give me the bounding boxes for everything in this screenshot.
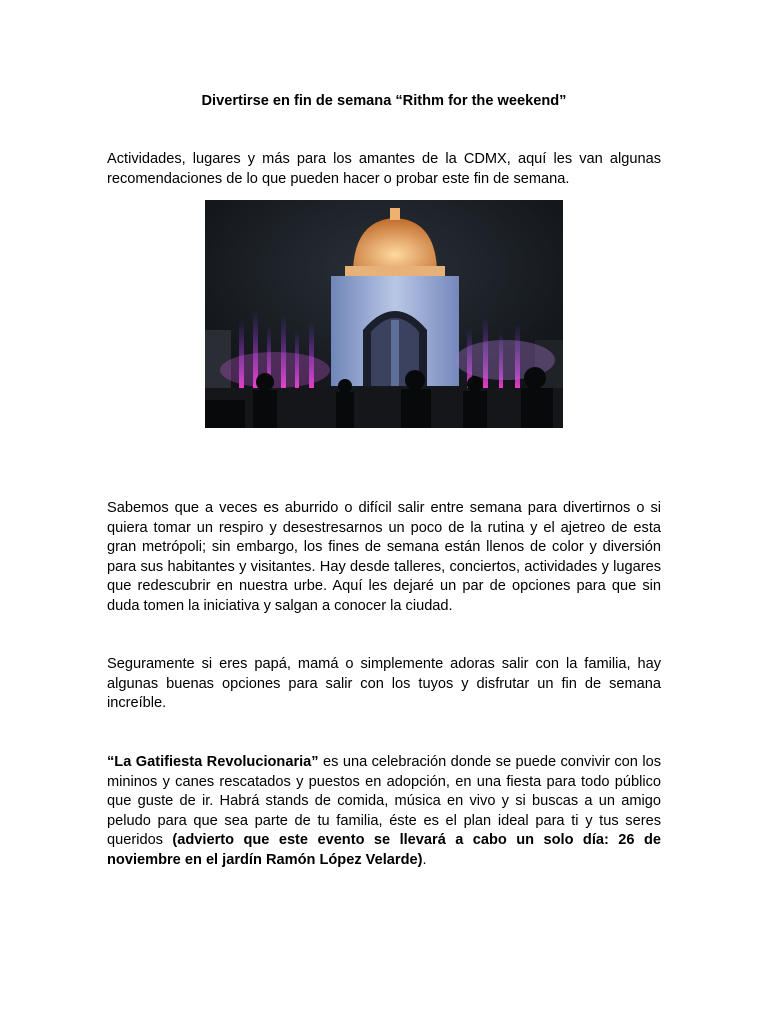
- body-paragraph-weekend: Sabemos que a veces es aburrido o difícil salir entre semana para divertirnos o si quiera tomar un respiro y desestresarnos un poco de la rutina y el ajetreo de esta gran metrópoli; sin embargo, los fines de semana están llenos de color y diversión para sus habitantes y visitantes. Hay desde talleres, conciertos, actividades y lugares que redescubrir en nuestra urbe. Aquí les dejaré un par de opciones para que sin duda tomen la iniciativa y salgan a conocer la ciudad.: [107, 500, 661, 614]
- body-paragraph-family: Seguramente si eres papá, mamá o simplemente adoras salir con la familia, hay algunas buenas opciones para salir con los tuyos y disfrutar un fin de semana increíble.: [107, 656, 661, 711]
- event-description: es una celebración donde se puede convivir con los mininos y canes rescatados y puestos en adopción, en una fiesta para todo público que guste de ir. Habrá stands de comida, música en vivo y si buscas a un amigo peludo para que sea parte de tu familia, éste es el plan ideal para ti y tus seres queridos: [107, 754, 661, 848]
- event-date-note: (advierto que este evento se llevará a cabo un solo día: 26 de noviembre en el jardín Ramón López Velarde): [107, 832, 661, 868]
- document-title: Divertirse en fin de semana “Rithm for the weekend”: [201, 93, 567, 109]
- intro-paragraph: Actividades, lugares y más para los amantes de la CDMX, aquí les van algunas recomendaciones de lo que pueden hacer o probar este fin de semana.: [107, 151, 661, 187]
- event-name: “La Gatifiesta Revolucionaria”: [107, 754, 319, 770]
- sentence-end: .: [422, 851, 427, 868]
- monument-photo: [205, 200, 563, 428]
- body-paragraph-gatifiesta: [107, 753, 661, 870]
